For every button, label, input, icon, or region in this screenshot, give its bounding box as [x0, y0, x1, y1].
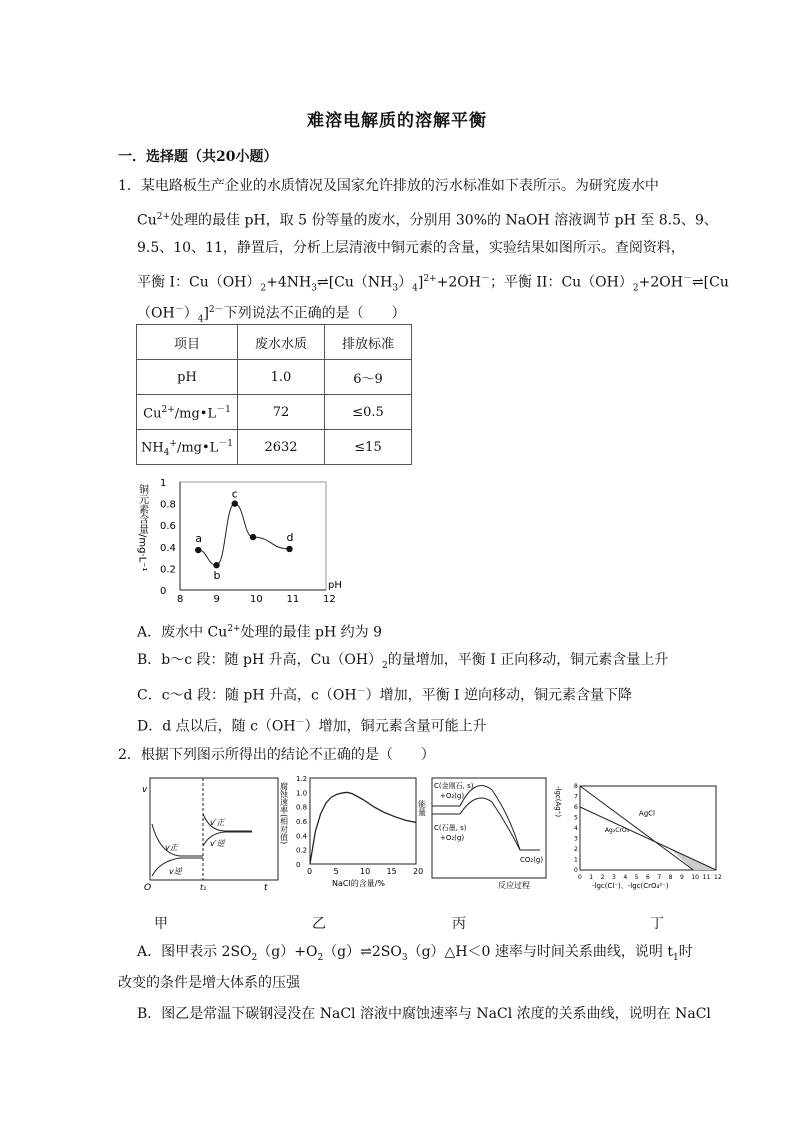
o8: ）增加，铜元素含量可能上升 [304, 718, 487, 735]
table-cell: 72 [238, 395, 325, 430]
table-header: 排放标准 [325, 325, 412, 360]
x-tick-label: 15 [386, 867, 397, 876]
a4: （g）△H＜0 速率与时间关系曲线，说明 t [407, 944, 673, 960]
a1: A．图甲表示 2SO [137, 944, 252, 960]
x-tick-label: 10 [691, 874, 699, 881]
y-tick-label: 0.8 [296, 803, 308, 812]
x-tick-label: 8 [177, 594, 184, 605]
x-tick-label: 7 [657, 874, 662, 881]
q1-option-a: A．废水中 $Cu^{2+}$处理的最佳 pH 约为 9 [137, 624, 383, 641]
x-tick-label: 0 [578, 874, 582, 881]
o1: A．废水中 Cu [137, 624, 228, 641]
table-header: 项目 [137, 325, 238, 360]
x-tick-label: 4 [623, 874, 628, 881]
data-point [232, 500, 238, 506]
x-tick-label: 5 [634, 874, 639, 881]
y-axis-label: 腐蚀速率(相对值) [279, 782, 289, 845]
q1-option-d: D．d 点以后，随 c（OH－）增加，铜元素含量可能上升 [137, 718, 487, 735]
o3: B．b～c 段：随 pH 升高，Cu（OH） [137, 652, 383, 668]
fig-label-ding: 丁 [650, 916, 664, 932]
a2: （g）+O [257, 944, 318, 960]
y-tick-label: 0 [296, 861, 301, 869]
jia-v-ni2: v′逆 [210, 839, 225, 848]
t6: ；平衡 II：Cu（OH） [489, 274, 633, 291]
y-axis-label: -lgc(Ag⁺) [554, 786, 562, 818]
x-axis-label: -lgc(Cl⁻)、-lgc(CrO₄²⁻) [592, 882, 669, 890]
table-cell: 6～9 [325, 360, 412, 395]
y-tick-label: 2 [574, 846, 578, 853]
data-point [286, 546, 292, 552]
x-tick-label: 10 [250, 594, 263, 605]
bing-xlabel: 反应过程 [498, 881, 530, 890]
y-tick-label: 7 [574, 793, 578, 801]
x-tick-label: 8 [668, 874, 673, 881]
jia-v-label: v [142, 785, 148, 795]
bing-prod: CO₂(g) [520, 856, 544, 864]
q1-line-2-text: 处理的最佳 pH，取 5 份等量的废水，分别用 30%的 NaOH 溶液调节 pH 至 8.5、9、 [170, 212, 718, 229]
data-point-label: a [195, 532, 202, 546]
jia-origin: O [144, 883, 152, 893]
table-cell: 1.0 [238, 360, 325, 395]
bing-s2b: +O₂(g) [440, 834, 465, 842]
x-tick-label: 6 [646, 874, 650, 881]
data-line [198, 504, 289, 566]
data-point-label: c [231, 487, 238, 501]
t1: 平衡 I：Cu（OH） [137, 274, 261, 291]
y-tick-label: 1 [160, 478, 167, 489]
a5: 时 [678, 944, 693, 960]
q1-line-1: 1．某电路板生产企业的水质情况及国家允许排放的污水标准如下表所示。为研究废水中 [118, 178, 659, 194]
y-tick-label: 8 [574, 783, 578, 790]
figure-yi [279, 774, 424, 892]
copper-content-chart [136, 474, 350, 610]
x-tick-label: 9 [213, 594, 220, 605]
x-tick-label: 5 [333, 867, 339, 876]
bing-s1b: +O₂(g) [440, 792, 465, 800]
y-tick-label: 0.4 [160, 542, 176, 554]
table-cell: ≤15 [325, 430, 412, 465]
y-tick-label: 1.0 [296, 789, 308, 798]
x-tick-label: 12 [714, 874, 722, 881]
data-point [213, 562, 219, 568]
x-axis-label: NaCl的含量/% [332, 879, 385, 888]
data-point [195, 547, 201, 553]
x-tick-label: 20 [413, 867, 424, 876]
data-point [250, 534, 256, 540]
data-line [310, 792, 416, 864]
x-tick-label: 3 [612, 874, 616, 881]
y-tick-label: 1 [574, 856, 578, 864]
q2-option-b: B．图乙是常温下碳钢浸没在 NaCl 溶液中腐蚀速率与 NaCl 浓度的关系曲线，说明在 NaCl [137, 1006, 711, 1022]
fig-label-yi: 乙 [312, 916, 326, 932]
y-tick-label: 0 [160, 586, 167, 597]
o4: 的量增加，平衡 I 正向移动，铜元素含量上升 [387, 652, 669, 668]
o2: 处理的最佳 pH 约为 9 [240, 624, 383, 641]
a3: （g）⇌2SO [323, 944, 402, 960]
series-label: AgCl [638, 809, 656, 818]
q1-line-3: 9.5、10、11，静置后，分析上层清液中铜元素的含量，实验结果如图所示。查阅资料， [137, 240, 685, 256]
series-line [580, 786, 693, 870]
q1-option-c: C．c～d 段：随 pH 升高，c（OH－）增加，平衡 I 逆向移动，铜元素含量下降 [137, 687, 633, 704]
q2-option-a-cont: 改变的条件是增大体系的压强 [118, 975, 300, 991]
y-tick-label: 0.6 [160, 521, 176, 533]
table-cell: ≤0.5 [325, 395, 412, 430]
q1-option-b: B．b～c 段：随 pH 升高，$Cu(OH)_2$的量增加，平衡 I 正向移动，铜元素含量上升 [137, 652, 669, 671]
t2: +4NH [266, 274, 312, 291]
jia-t1: t₁ [200, 883, 207, 892]
jia-v-zheng2: v′正 [210, 818, 225, 827]
y-tick-label: 4 [574, 825, 578, 832]
q1-line-4: 平衡 I：$Cu(OH)_2+4NH_3\rightleftharpoons[Cu(NH_3)_4]^{2+}+2OH^-$；平衡 II：$Cu(OH)_2+2OH^-\rightleftharpoons[Cu$ [137, 274, 729, 294]
t8: ⇌[Cu [691, 274, 729, 291]
q1-cu: Cu [137, 212, 157, 229]
y-tick-label: 0.2 [296, 846, 308, 855]
x-tick-label: 1 [589, 874, 594, 881]
t9: （OH [137, 305, 175, 322]
jia-v-ni: v逆 [169, 867, 182, 876]
data-point-label: b [213, 569, 221, 583]
y-tick-label: 3 [574, 835, 578, 843]
x-tick-label: 12 [323, 594, 336, 605]
q2-stem: 2．根据下列图示所得出的结论不正确的是（ ） [118, 747, 435, 763]
y-tick-label: 0.6 [296, 818, 308, 826]
series-label: Ag₂CrO₄ [604, 827, 630, 835]
bing-s1: C(金刚石, s) [434, 782, 474, 790]
x-tick-label: 2 [600, 874, 605, 881]
fig-label-jia: 甲 [154, 916, 168, 932]
x-tick-label: 11 [702, 874, 711, 881]
y-tick-label: 0.4 [296, 832, 308, 841]
q2-option-a: A．图甲表示 $2SO_2(g)+O_2(g)\rightleftharpoons 2SO_3(g)\triangle H<0$ 速率与时间关系曲线，说明 $t_1$时 [137, 944, 693, 963]
page-title: 难溶电解质的溶解平衡 [307, 111, 487, 131]
y-axis-label: 铜元素含量/mg·L⁻¹ [136, 484, 148, 572]
jia-v-zheng: v正 [165, 843, 178, 852]
q1-line-2: $Cu^{2+}$处理的最佳 pH，取 5 份等量的废水，分别用 30%的 NaOH 溶液调节 pH 至 8.5、9、 [137, 212, 718, 229]
y-tick-label: 0 [574, 867, 578, 874]
table-cell-nh4: $NH_4^+/mg•L^{-1}$ [137, 430, 238, 465]
o7: D．d 点以后，随 c（OH [137, 718, 296, 735]
water-quality-table [136, 324, 412, 465]
t10: ） [183, 305, 198, 322]
table-cell: pH [137, 360, 238, 395]
y-tick-label: 6 [574, 804, 578, 811]
fig-label-bing: 丙 [452, 916, 466, 932]
y-tick-label: 1.2 [296, 775, 308, 783]
x-tick-label: 11 [286, 594, 300, 605]
t7: +2OH [638, 274, 683, 291]
x-tick-label: 0 [307, 867, 313, 876]
t4: ） [398, 274, 413, 291]
t11: 下列说法不正确的是（ ） [223, 305, 406, 322]
table-header: 废水水质 [238, 325, 325, 360]
table-cell: 2632 [238, 430, 325, 465]
jia-t-label: t [264, 883, 268, 893]
x-tick-label: 9 [680, 874, 684, 881]
y-tick-label: 0.8 [160, 499, 176, 511]
y-tick-label: 5 [574, 814, 578, 822]
t5: +2OH [436, 274, 481, 291]
plot-frame [580, 786, 716, 870]
figure-jia [140, 776, 280, 892]
data-point-label: d [286, 530, 294, 544]
bing-s2: C(石墨, s) [434, 824, 467, 832]
o5: C．c～d 段：随 pH 升高，c（OH [137, 687, 357, 704]
bing-ylabel: 能量 [417, 800, 427, 816]
plot-frame [310, 778, 416, 864]
t3: ⇌[Cu（NH [316, 274, 393, 291]
table-cell-cu: $Cu^{2+}/mg•L^{-1}$ [137, 395, 238, 430]
q1-line-5: $(OH^-)_4]^{2-}$下列说法不正确的是（ ） [137, 305, 406, 325]
section-heading: 一．选择题（共20小题） [118, 149, 278, 165]
y-tick-label: 0.2 [160, 564, 176, 576]
x-axis-label: pH [328, 580, 342, 591]
x-tick-label: 10 [360, 867, 371, 876]
o6: ）增加，平衡 I 逆向移动，铜元素含量下降 [365, 687, 633, 704]
figure-ding [556, 780, 724, 892]
